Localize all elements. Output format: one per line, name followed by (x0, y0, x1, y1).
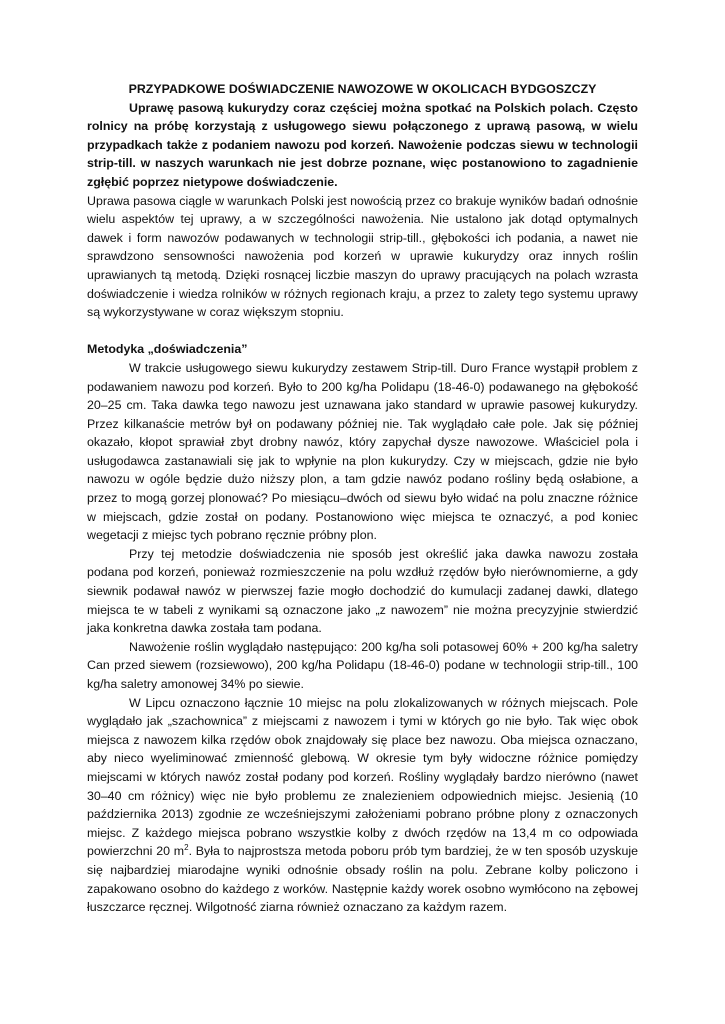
body-paragraph-4: Nawożenie roślin wyglądało następująco: 200 kg/ha soli potasowej 60% + 200 kg/ha saletry Can przed siewem (rozsiewowo), 200 kg/ha Polidapu (18-46-0) podane w technologii strip-till., 100 kg/ha saletry amonowej 34% po siewie. (87, 639, 638, 691)
spacer (87, 322, 638, 341)
body-paragraph-5-text-a: W Lipcu oznaczono łącznie 10 miejsc na polu zlokalizowanych w różnych miejscach. Pole wyglądało jak „szachownica” z miejscami z nawozem i tymi w których go nie było. Tak więc obok miejsca z nawozem kilka rzędów obok znajdowały się place bez nawozu. Oba miejsca oznaczano, aby nieco wyeliminować zmienność glebową. W okresie tym były widoczne różnice pomiędzy miejscami w których nawóz został podany pod korzeń. Rośliny wyglądały bardzo nierówno (nawet 30–40 cm różnicy) więc nie było problemu ze znalezieniem odpowiednich miejsc. Jesienią (10 października 2013) zgodnie ze wcześniejszymi założeniami pobrano próbne plony z oznaczonych miejsc. Z każdego miejsca pobrano wszystkie kolby z dwóch rzędów na 13,4 m co odpowiada powierzchni 20 m (87, 695, 638, 859)
document-page (87, 80, 638, 917)
body-paragraph-5-text-b: . Była to najprostsza metoda poboru prób tym bardziej, że w ten sposób uzyskuje się najbardziej miarodajne wyniki odnośnie obsady roślin na polu. Zebrane kolby policzono i zapakowano osobno do każdego z worków. Następnie każdy worek osobno wymłócono na zębowej łuszczarce ręcznej. Wilgotność ziarna również oznaczano za każdym razem. (87, 844, 638, 915)
body-paragraph-5 (87, 694, 638, 917)
body-paragraph-1: Uprawa pasowa ciągle w warunkach Polski jest nowością przez co brakuje wyników badań odnośnie wielu aspektów tej uprawy, a w szczególności nawożenia. Nie ustalono jak dotąd optymalnych dawek i form nawozów podawanych w technologii strip-till., głębokości ich podania, a nawet nie sprawdzono sensowności nawożenia pod korzeń w uprawie kukurydzy oraz innych roślin uprawianych tą metodą. Dzięki rosnącej liczbie maszyn do uprawy pracujących na polach wzrasta doświadczenie i wiedza rolników w różnych regionach kraju, a przez to zalety tego systemu uprawy są wykorzystywane w coraz większym stopniu. (87, 193, 638, 320)
document-title: PRZYPADKOWE DOŚWIADCZENIE NAWOZOWE W OKOLICACH BYDGOSZCZY (128, 82, 597, 96)
superscript-exponent: 2 (184, 843, 189, 853)
body-paragraph-3: Przy tej metodzie doświadczenia nie sposób jest określić jaka dawka nawozu została podana pod korzeń, ponieważ rozmieszczenie na polu wzdłuż rzędów było nierównomierne, a gdy siewnik podawał nawóz w pierwszej fazie mogło dochodzić do kumulacji zadanej dawki, dlatego miejsca te w tabeli z wynikami są oznaczone jako „z nawozem” nie można precyzyjnie stwierdzić jaka konkretna dawka została tam podana. (87, 546, 638, 636)
body-paragraph-2: W trakcie usługowego siewu kukurydzy zestawem Strip-till. Duro France wystąpił problem z podawaniem nawozu pod korzeń. Było to 200 kg/ha Polidapu (18-46-0) podawanego na głębokość 20–25 cm. Taka dawka tego nawozu jest uznawana jako standard w uprawie pasowej kukurydzy. Przez kilkanaście metrów był on podawany później nie. Tak wyglądało całe pole. Jak się później okazało, kłopot sprawiał zbyt drobny nawóz, który zapychał dysze nawozowe. Właściciel pola i usługodawca zastanawiali się jak to wpłynie na plon kukurydzy. Czy w miejscach, gdzie nie było nawozu w ogóle będzie dużo niższy plon, a tam gdzie nawóz podano rośliny będą osłabione, a przez to mogą gorzej plonować? Po miesiącu–dwóch od siewu było widać na polu znaczne różnice w miejscach, gdzie został on podany. Postanowiono więc miejsca te oznaczyć, a pod koniec wegetacji z miejsc tych pobrano ręcznie próbny plon. (87, 360, 638, 543)
section-heading: Metodyka „doświadczenia” (87, 342, 248, 357)
intro-paragraph: Uprawę pasową kukurydzy coraz częściej można spotkać na Polskich polach. Często rolnicy na próbę korzystają z usługowego siewu połączonego z uprawą pasową, w wielu przypadkach także z podaniem nawozu pod korzeń. Nawożenie podczas siewu w technologii strip-till. w naszych warunkach nie jest dobrze poznane, więc postanowiono to zagadnienie zgłębić poprzez nietypowe doświadczenie. (87, 100, 638, 189)
